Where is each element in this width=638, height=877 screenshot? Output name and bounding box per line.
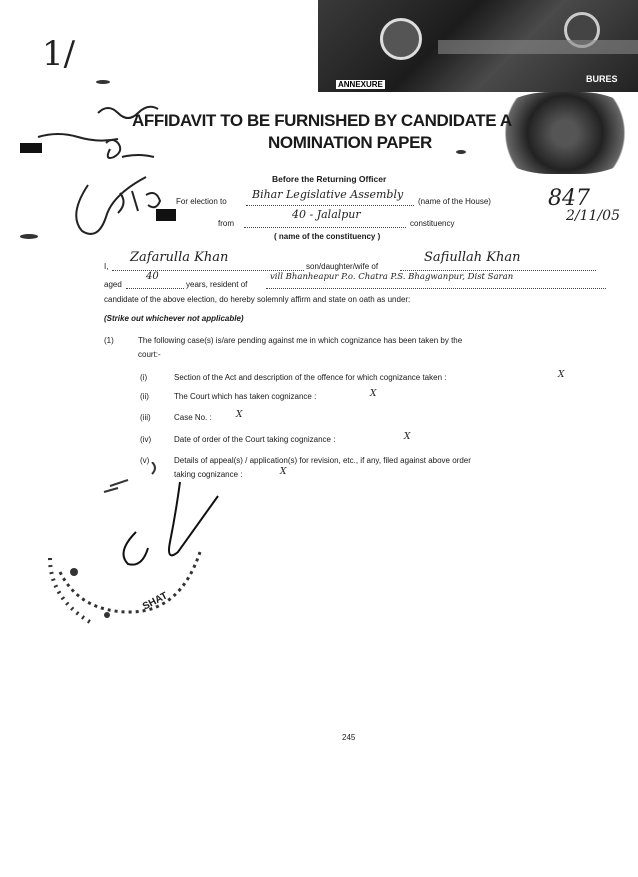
declarant-i: I,: [104, 262, 109, 271]
margin-mark-top-left: 1/: [42, 34, 76, 74]
stamp-emblem: [380, 18, 422, 60]
seal-text: SHAT: [140, 590, 170, 613]
item-number: (i): [140, 373, 148, 382]
stamp-paper-top: [318, 0, 638, 92]
item-number: (iv): [140, 435, 152, 444]
scan-speck: [104, 612, 110, 618]
page-number: 245: [342, 733, 356, 742]
item-answer: X: [404, 432, 411, 442]
before-returning-officer: Before the Returning Officer: [272, 174, 387, 184]
item-answer: X: [280, 467, 287, 477]
item-answer: X: [558, 370, 565, 380]
affidavit-title-line2: NOMINATION PAPER: [268, 133, 432, 152]
strike-note: (Strike out whichever not applicable): [104, 314, 244, 323]
affidavit-title-line1: AFFIDAVIT TO BE FURNISHED BY CANDIDATE A: [132, 111, 512, 130]
item-number: (iii): [140, 413, 151, 422]
declarant-name: Zafarulla Khan: [130, 250, 229, 265]
scan-speck: [70, 568, 78, 576]
item-number: (ii): [140, 392, 149, 401]
declarant-statement: candidate of the above election, do hereby solemnly affirm and state on oath as under:: [104, 295, 411, 304]
resident-label: years, resident of: [186, 280, 248, 289]
clause1-text-line2: court:-: [138, 350, 161, 359]
scan-speck: [96, 80, 110, 84]
parent-name: Safiullah Khan: [424, 250, 521, 265]
item-text: Section of the Act and description of the offence for which cognizance taken :: [174, 373, 447, 382]
constituency-suffix: constituency: [410, 219, 455, 228]
item-answer: X: [236, 410, 243, 420]
stamp-top-label: ANNEXURE: [338, 80, 383, 89]
item-text: Details of appeal(s) / application(s) for revision, etc., if any, filed against above order: [174, 456, 471, 465]
clause1-text-line1: The following case(s) is/are pending against me in which cognizance has been taken by the: [138, 336, 463, 345]
aged-label: aged: [104, 280, 122, 289]
scan-speck: [456, 150, 466, 154]
stamp-side-label: BURES: [586, 74, 618, 84]
item-answer: X: [370, 389, 377, 399]
item-text: Date of order of the Court taking cognizance :: [174, 435, 336, 444]
address-value: vill Bhanheapur P.o. Chatra P.S. Bhagwanpur, Dist Saran: [270, 272, 514, 282]
item-text: The Court which has taken cognizance :: [174, 392, 317, 401]
margin-date-right: 2/11/05: [566, 208, 620, 224]
signature-and-seal: [40, 462, 240, 632]
item-text-line2: taking cognizance :: [174, 470, 243, 479]
item-text: Case No. :: [174, 413, 212, 422]
item-number: (v): [140, 456, 150, 465]
relation-label: son/daughter/wife of: [306, 262, 379, 271]
from-label: from: [218, 219, 234, 228]
clause1-number: (1): [104, 336, 114, 345]
house-value: Bihar Legislative Assembly: [252, 188, 404, 201]
stamp-band: [438, 40, 638, 54]
stamp-seal-right: [492, 92, 638, 174]
margin-number-right: 847: [548, 186, 590, 211]
election-prefix: For election to: [176, 197, 227, 206]
constituency-hint: ( name of the constituency ): [274, 232, 381, 241]
scan-speck: [20, 234, 38, 239]
constituency-value: 40 - Jalalpur: [292, 208, 361, 221]
house-suffix: (name of the House): [418, 197, 491, 206]
age-value: 40: [146, 271, 159, 282]
